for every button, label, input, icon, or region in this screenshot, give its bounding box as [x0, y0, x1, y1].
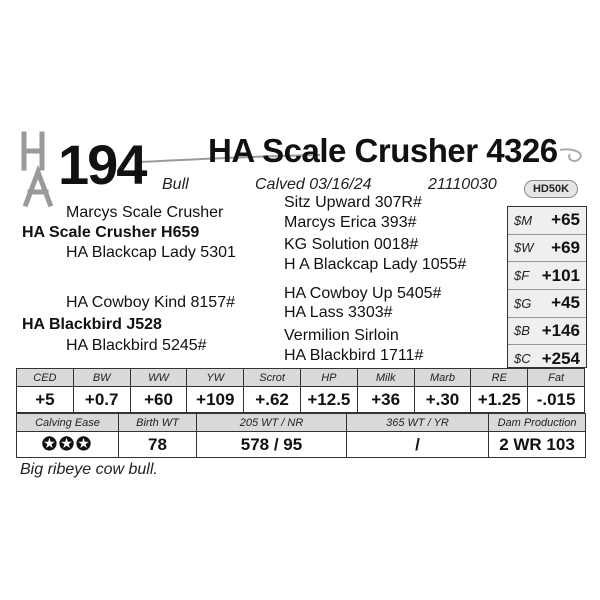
registration-number: 21110030	[428, 176, 497, 193]
epd-header: WW	[130, 369, 187, 387]
calving-ease-header: Calving Ease	[17, 414, 119, 432]
epd-value: +1.25	[471, 387, 528, 413]
dam-production-value: 2 WR 103	[489, 432, 586, 458]
production-table	[16, 413, 586, 458]
pedigree-sire: HA Scale Crusher H659	[22, 224, 200, 241]
index-row-w	[508, 235, 586, 263]
epd-value: +.62	[244, 387, 301, 413]
pedigree-sd-sire: KG Solution 0018#	[284, 236, 419, 253]
epd-value: +5	[17, 387, 74, 413]
epd-header: Marb	[414, 369, 471, 387]
pedigree-dam-dam: HA Blackbird 5245#	[66, 337, 207, 354]
epd-header: Milk	[357, 369, 414, 387]
lot-number: 194	[58, 133, 146, 196]
index-value: +146	[541, 320, 580, 340]
pedigree-dd-dam: HA Blackbird 1711#	[284, 347, 424, 364]
hd50k-badge: HD50K	[524, 180, 578, 198]
epd-value: +.30	[414, 387, 471, 413]
sex-label: Bull	[162, 176, 189, 193]
epd-header: BW	[73, 369, 130, 387]
wt365-value: /	[347, 432, 489, 458]
wt205-header: 205 WT / NR	[197, 414, 347, 432]
index-label: $W	[514, 240, 534, 256]
epd-value: +36	[357, 387, 414, 413]
epd-value: +109	[187, 387, 244, 413]
pedigree-dam-sire: HA Cowboy Kind 8157#	[66, 294, 235, 311]
epd-value: +0.7	[73, 387, 130, 413]
production-value-row	[17, 432, 586, 458]
index-label: $G	[514, 295, 532, 311]
index-value: +45	[551, 293, 580, 313]
epd-header: RE	[471, 369, 528, 387]
lot-note: Big ribeye cow bull.	[20, 461, 158, 478]
epd-header: Fat	[528, 369, 585, 387]
pedigree-sd-dam: H A Blackcap Lady 1055#	[284, 256, 467, 273]
pedigree-ds-sire: HA Cowboy Up 5405#	[284, 285, 442, 302]
pedigree-sire-sire: Marcys Scale Crusher	[66, 204, 224, 221]
dollar-index-box	[507, 206, 587, 368]
index-value: +65	[551, 210, 580, 230]
index-value: +254	[541, 348, 580, 368]
index-label: $M	[514, 212, 533, 228]
epd-header: YW	[187, 369, 244, 387]
index-value: +101	[541, 265, 580, 285]
animal-name: HA Scale Crusher 4326	[208, 132, 558, 169]
pedigree-ss-dam: Marcys Erica 393#	[284, 214, 417, 231]
epd-value: +60	[130, 387, 187, 413]
calving-ease-stars: ✪✪✪	[17, 432, 119, 458]
pedigree-sire-dam: HA Blackcap Lady 5301	[66, 244, 236, 261]
pedigree-dam: HA Blackbird J528	[22, 316, 162, 333]
epd-header: CED	[17, 369, 74, 387]
epd-table	[16, 368, 585, 413]
wt365-header: 365 WT / YR	[347, 414, 489, 432]
epd-header: HP	[300, 369, 357, 387]
index-row-m	[508, 207, 586, 235]
index-value: +69	[551, 237, 580, 257]
index-row-g	[508, 290, 586, 318]
index-label: $C	[514, 351, 531, 367]
epd-header-row	[17, 369, 585, 387]
dam-production-header: Dam Production	[489, 414, 586, 432]
calved-date: Calved 03/16/24	[255, 176, 372, 193]
birth-wt-value: 78	[119, 432, 197, 458]
epd-value-row	[17, 387, 585, 413]
index-row-b	[508, 318, 586, 346]
birth-wt-header: Birth WT	[119, 414, 197, 432]
epd-value: -.015	[528, 387, 585, 413]
pedigree-ds-dam: HA Lass 3303#	[284, 304, 393, 321]
epd-header: Scrot	[244, 369, 301, 387]
pedigree-ss-sire: Sitz Upward 307R#	[284, 194, 422, 211]
pedigree-dd-sire: Vermilion Sirloin	[284, 327, 399, 344]
index-label: $B	[514, 323, 530, 339]
index-row-f	[508, 262, 586, 290]
epd-value: +12.5	[300, 387, 357, 413]
wt205-value: 578 / 95	[197, 432, 347, 458]
index-label: $F	[514, 268, 530, 284]
production-header-row	[17, 414, 586, 432]
